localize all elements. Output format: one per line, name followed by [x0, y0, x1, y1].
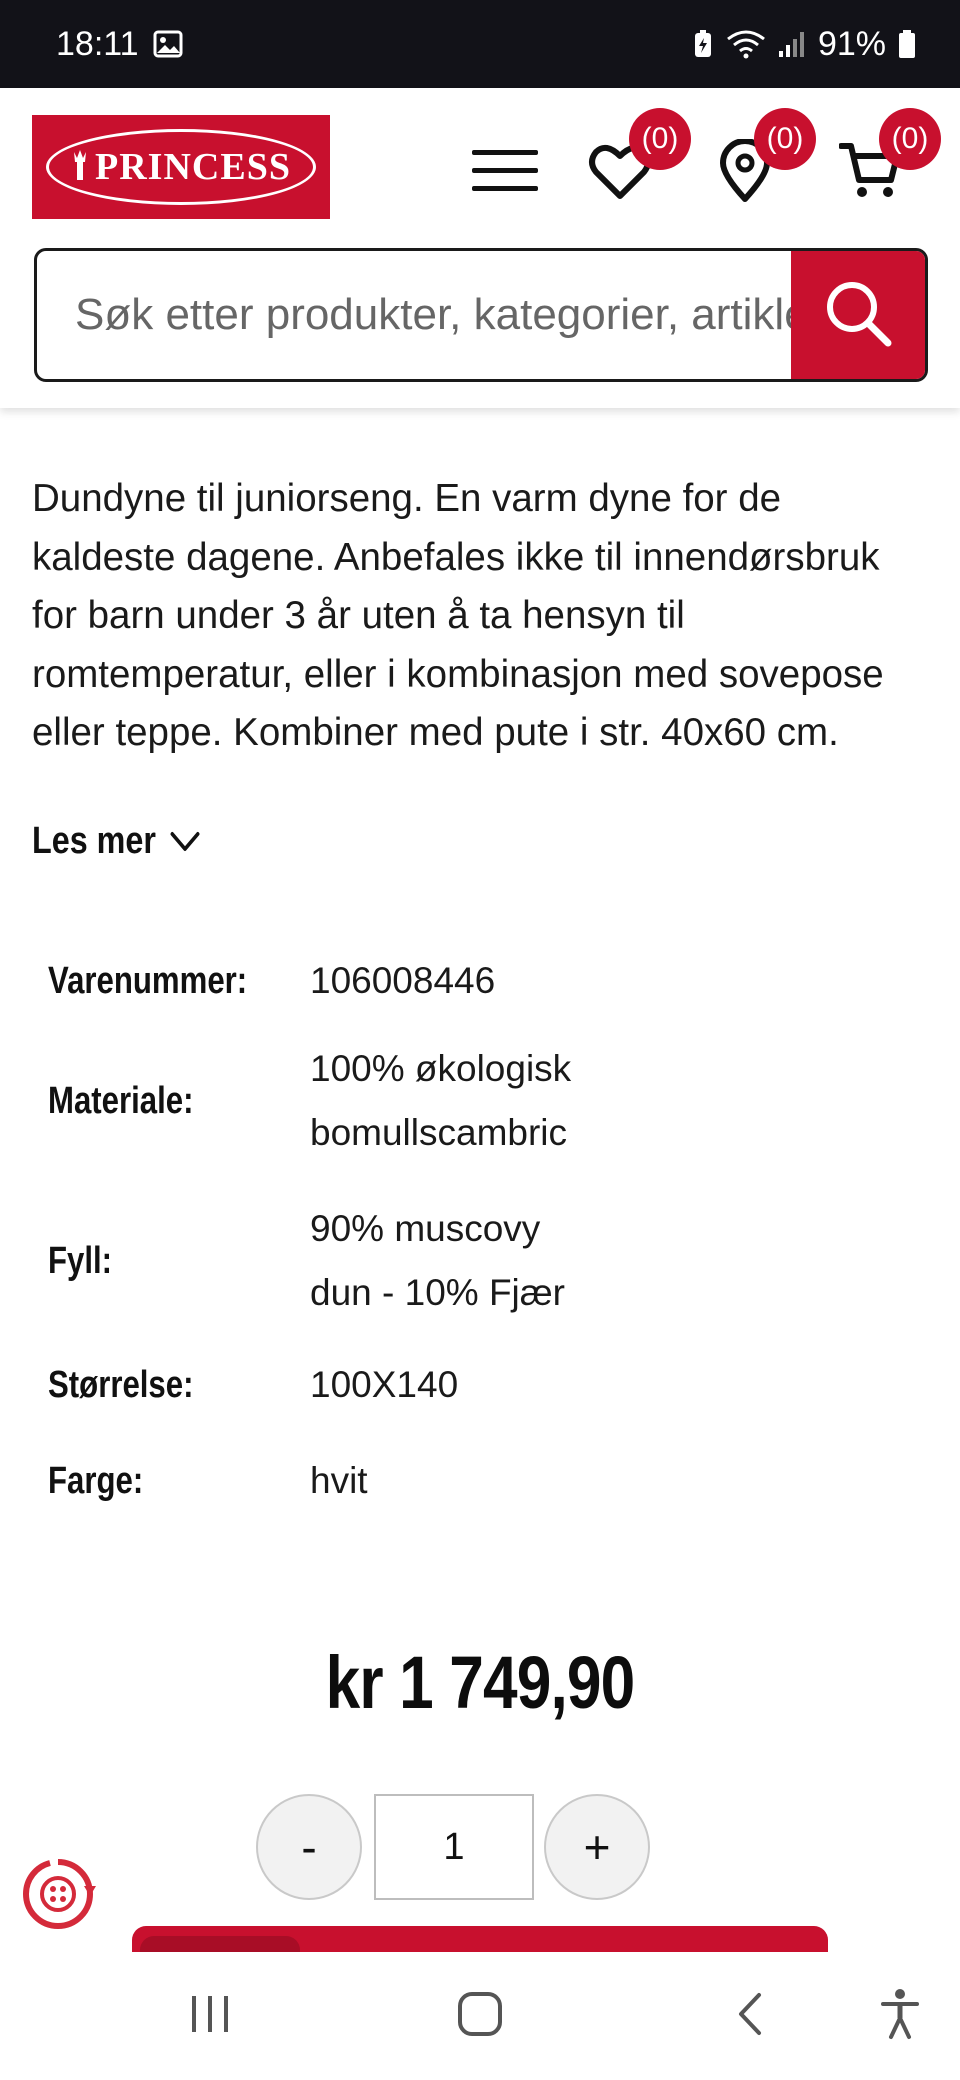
accessibility-button[interactable]	[860, 1952, 940, 2080]
spec-value: 100X140	[310, 1364, 459, 1405]
spec-label: Fyll:	[48, 1239, 113, 1282]
product-description: Dundyne til juniorseng. En varm dyne for de kaldeste dagene. Anbefales ikke til innendørsbruk for barn under 3 år uten å ta hensyn til romtemperatur, eller i kombinasjon med sovepose eller teppe. Kombiner med pute i str. 40x60 cm.	[32, 477, 884, 754]
spec-label: Størrelse:	[48, 1363, 194, 1406]
status-bar	[0, 0, 960, 88]
site-header	[0, 88, 960, 408]
recents-icon	[188, 1992, 232, 2041]
quantity-input[interactable]: 1	[374, 1794, 534, 1900]
home-button[interactable]	[440, 1952, 520, 2080]
search-input[interactable]	[37, 251, 791, 379]
home-icon	[457, 1991, 503, 2042]
spec-label: Varenummer:	[48, 959, 248, 1002]
stores-count-badge: (0)	[754, 108, 816, 170]
logo-text: PRINCESS	[95, 146, 291, 188]
battery-icon	[898, 29, 916, 59]
princess-logo[interactable]	[32, 115, 330, 219]
back-button[interactable]	[710, 1952, 790, 2080]
chevron-down-icon	[169, 820, 200, 863]
wishlist-count-badge: (0)	[629, 108, 691, 170]
recent-apps-button[interactable]	[170, 1952, 250, 2080]
image-icon	[153, 30, 183, 58]
product-specs	[48, 945, 908, 1529]
read-more-label: Les mer	[32, 820, 156, 862]
signal-icon	[778, 29, 806, 59]
logo-emblem	[46, 129, 316, 205]
menu-button[interactable]	[460, 128, 550, 218]
cart-count-badge: (0)	[879, 108, 941, 170]
spec-row-item-number	[48, 945, 908, 1017]
battery-percent: 91%	[817, 24, 886, 63]
search-button[interactable]	[791, 251, 925, 379]
recycle-widget-button[interactable]	[18, 1856, 98, 1936]
spec-value: 90% muscovy dun - 10% Fjær	[310, 1208, 565, 1313]
read-more-toggle[interactable]	[32, 820, 200, 863]
product-price: kr 1 749,90	[325, 1641, 635, 1724]
battery-saver-icon	[692, 29, 714, 59]
spec-value: hvit	[310, 1460, 368, 1501]
hamburger-icon	[470, 146, 540, 201]
search-icon	[822, 277, 894, 354]
spec-row-filling	[48, 1185, 908, 1337]
spec-row-size	[48, 1337, 908, 1433]
recycle-icon	[20, 1856, 96, 1937]
spec-value: 106008446	[310, 960, 496, 1001]
spec-value: 100% økologisk bomullscambric	[310, 1048, 572, 1153]
quantity-increase-button[interactable]: +	[544, 1794, 650, 1900]
search-bar	[34, 248, 928, 382]
spec-row-color	[48, 1433, 908, 1529]
accessibility-icon	[880, 1988, 920, 2045]
back-icon	[735, 1991, 765, 2042]
system-navigation-bar	[0, 1952, 960, 2080]
store-locator-button[interactable]	[700, 122, 804, 218]
quantity-decrease-button[interactable]: -	[256, 1794, 362, 1900]
spec-row-material	[48, 1017, 908, 1185]
spec-label: Materiale:	[48, 1079, 194, 1122]
cart-button[interactable]	[825, 122, 929, 218]
wifi-icon	[726, 29, 766, 59]
crown-icon	[71, 148, 89, 187]
status-time: 18:11	[56, 24, 139, 63]
spec-label: Farge:	[48, 1459, 144, 1502]
wishlist-button[interactable]	[575, 122, 679, 218]
